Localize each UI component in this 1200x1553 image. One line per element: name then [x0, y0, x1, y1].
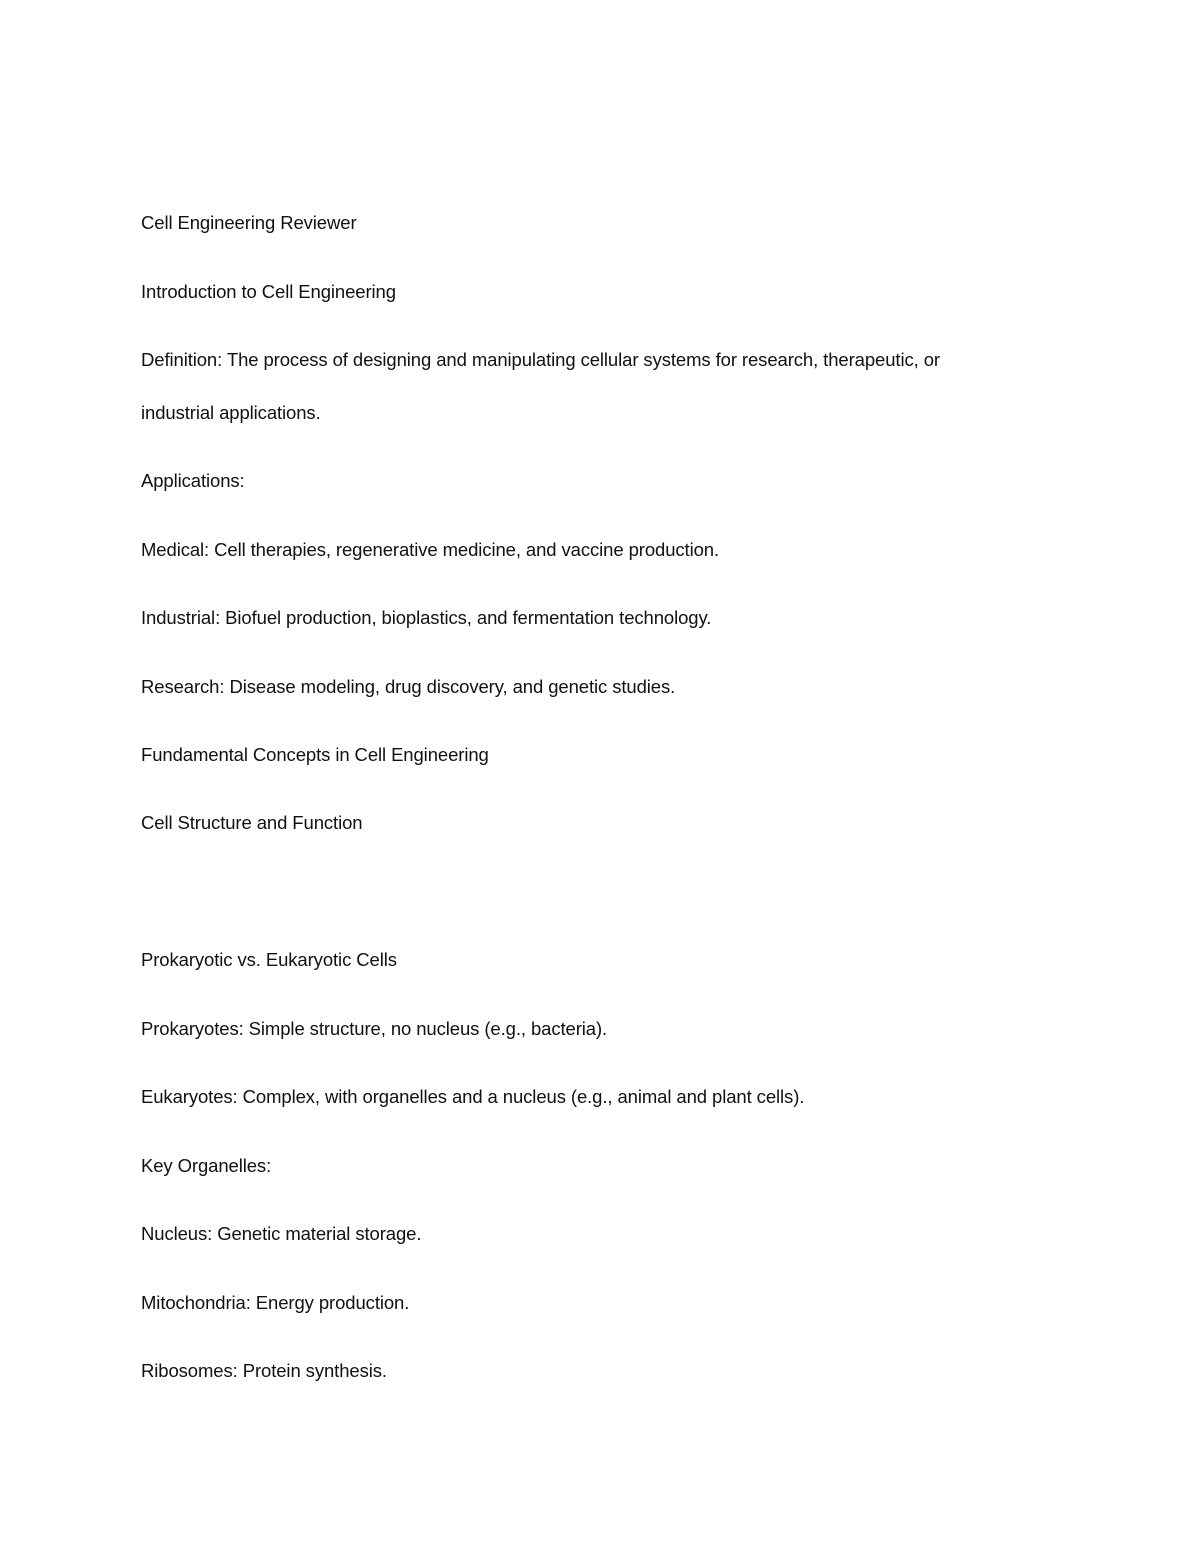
paragraph-line: Definition: The process of designing and manipulating cellular systems for research, therapeutic, or	[141, 349, 940, 370]
paragraph-line: Applications:	[141, 470, 245, 491]
paragraph-line: Eukaryotes: Complex, with organelles and a nucleus (e.g., animal and plant cells).	[141, 1086, 805, 1107]
document-title: Cell Engineering Reviewer	[141, 212, 357, 233]
paragraph-line: Ribosomes: Protein synthesis.	[141, 1360, 387, 1381]
paragraph-line: Key Organelles:	[141, 1155, 272, 1176]
paragraph-line: Nucleus: Genetic material storage.	[141, 1223, 422, 1244]
paragraph-line: Prokaryotes: Simple structure, no nucleus (e.g., bacteria).	[141, 1018, 608, 1039]
section-heading: Cell Structure and Function	[141, 812, 363, 833]
paragraph-line: Medical: Cell therapies, regenerative medicine, and vaccine production.	[141, 539, 720, 560]
paragraph-line: Research: Disease modeling, drug discovery, and genetic studies.	[141, 676, 676, 697]
paragraph-line: Industrial: Biofuel production, bioplastics, and fermentation technology.	[141, 607, 712, 628]
paragraph-line: Mitochondria: Energy production.	[141, 1292, 410, 1313]
section-heading: Introduction to Cell Engineering	[141, 281, 396, 302]
section-heading: Prokaryotic vs. Eukaryotic Cells	[141, 949, 397, 970]
section-heading: Fundamental Concepts in Cell Engineering	[141, 744, 489, 765]
paragraph-line: industrial applications.	[141, 402, 321, 423]
